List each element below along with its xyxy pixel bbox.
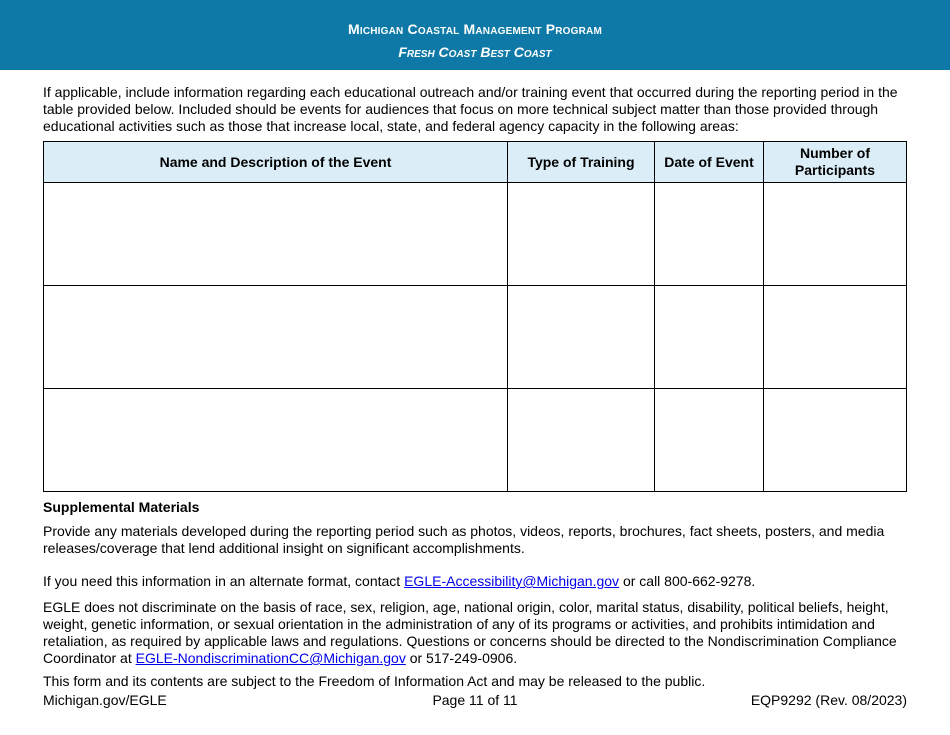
footer-page-number: Page 11 of 11 bbox=[432, 692, 518, 708]
participants-cell[interactable] bbox=[764, 389, 907, 492]
event-date-cell[interactable] bbox=[655, 183, 764, 286]
intro-paragraph: If applicable, include information regarding each educational outreach and/or training event that occurred during the reporting period in the table provided below. Included should be events for audiences that focus on more technical subject matter than those provided through educational activities such as those that increase local, state, and federal agency capacity in the following areas: bbox=[43, 84, 898, 134]
table-header-row bbox=[44, 142, 907, 183]
footer-form-number: EQP9292 (Rev. 08/2023) bbox=[750, 692, 907, 708]
nondiscrimination-notice bbox=[43, 599, 913, 667]
header-banner bbox=[0, 0, 950, 70]
column-header-date: Date of Event bbox=[655, 142, 764, 183]
accessibility-notice bbox=[43, 573, 913, 590]
table-row bbox=[44, 183, 907, 286]
event-date-cell[interactable] bbox=[655, 286, 764, 389]
program-title: Michigan Coastal Management Program bbox=[347, 21, 603, 37]
participants-cell[interactable] bbox=[764, 183, 907, 286]
footer-website: Michigan.gov/EGLE bbox=[43, 692, 167, 708]
table-row bbox=[44, 389, 907, 492]
program-tagline: Fresh Coast Best Coast bbox=[398, 44, 552, 60]
column-header-name: Name and Description of the Event bbox=[44, 142, 508, 183]
supplemental-heading: Supplemental Materials bbox=[43, 499, 200, 515]
table-row bbox=[44, 286, 907, 389]
training-type-cell[interactable] bbox=[508, 183, 655, 286]
column-header-type: Type of Training bbox=[508, 142, 655, 183]
foia-notice: This form and its contents are subject to the Freedom of Information Act and may be released to the public. bbox=[43, 673, 706, 689]
page-footer bbox=[43, 692, 907, 709]
training-type-cell[interactable] bbox=[508, 286, 655, 389]
column-header-participants: Number of Participants bbox=[764, 142, 907, 183]
event-name-cell[interactable] bbox=[44, 389, 508, 492]
event-date-cell[interactable] bbox=[655, 389, 764, 492]
accessibility-email-link[interactable]: EGLE-Accessibility@Michigan.gov bbox=[404, 573, 620, 589]
event-name-cell[interactable] bbox=[44, 183, 508, 286]
nondiscrimination-phone-text: or 517-249-0906. bbox=[405, 650, 518, 666]
supplemental-text: Provide any materials developed during the reporting period such as photos, videos, reports, brochures, fact sheets, posters, and media releases/coverage that lend additional insight on significant accomplishments. bbox=[43, 523, 885, 556]
nondiscrimination-text: EGLE does not discriminate on the basis of race, sex, religion, age, national origin, color, marital status, disability, political beliefs, height, weight, genetic information, or sexual orientation in the administration of any of its programs or activities, and prohibits intimidation and retaliation, as required by applicable laws and regulations. Questions or concerns should be directed to the Nondiscrimination Compliance Coordinator at bbox=[43, 599, 897, 666]
event-name-cell[interactable] bbox=[44, 286, 508, 389]
training-type-cell[interactable] bbox=[508, 389, 655, 492]
events-table bbox=[43, 141, 907, 492]
participants-cell[interactable] bbox=[764, 286, 907, 389]
nondiscrimination-email-link[interactable]: EGLE-NondiscriminationCC@Michigan.gov bbox=[135, 650, 406, 666]
accessibility-text: If you need this information in an alternate format, contact bbox=[43, 573, 405, 589]
accessibility-phone-text: or call 800-662-9278. bbox=[619, 573, 756, 589]
